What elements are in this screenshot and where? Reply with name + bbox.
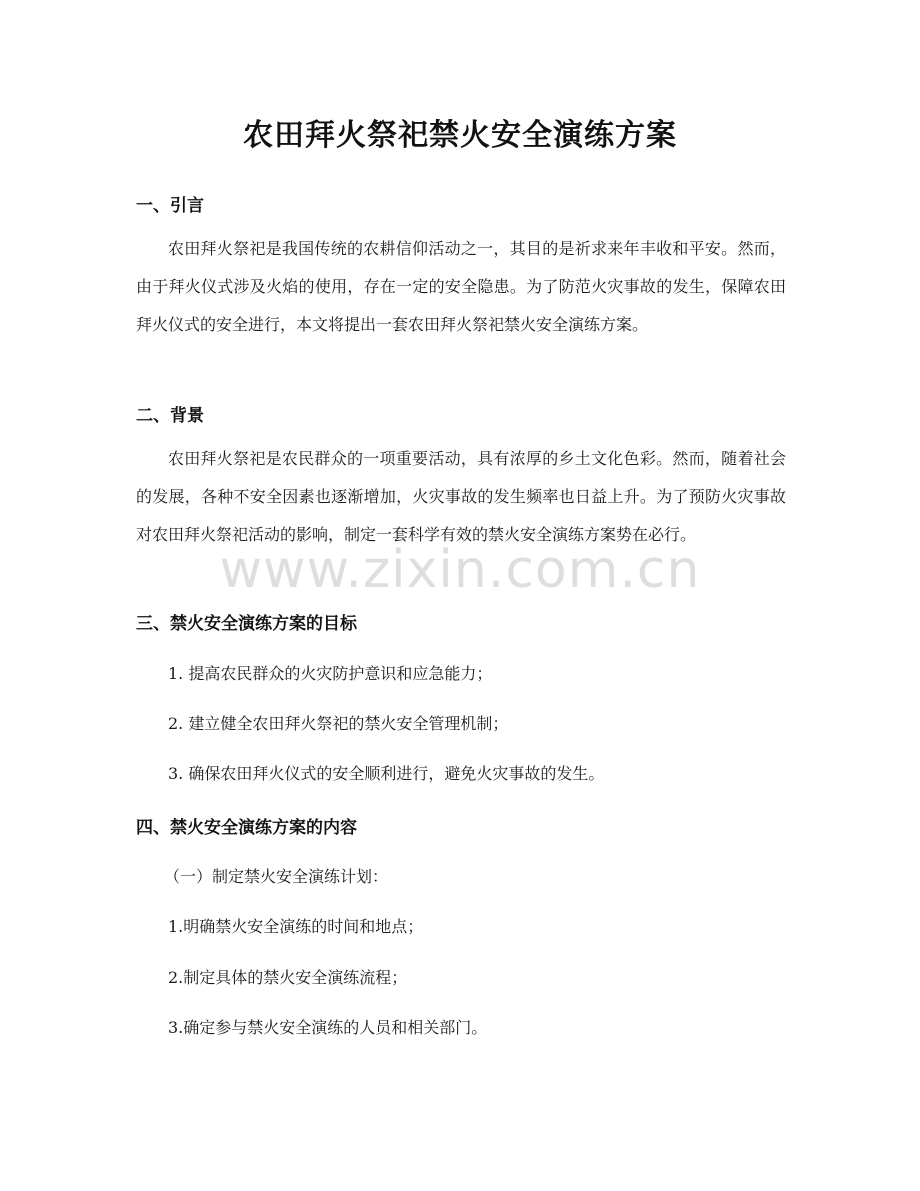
subheading-plan: （一）制定禁火安全演练计划： (164, 867, 389, 886)
section-heading-content: 四、禁火安全演练方案的内容 (136, 818, 357, 838)
paragraph-intro: 农田拜火祭祀是我国传统的农耕信仰活动之一，其目的是祈求来年丰收和平安。然而，由于拜火仪式涉及火焰的使用，存在一定的安全隐患。为了防范火灾事故的发生，保障农田拜火仪式的安全进行，本文将提出一套农田拜火祭祀禁火安全演练方案。 (136, 239, 786, 334)
watermark-text: www.zixin.com.cn (219, 540, 701, 600)
section-heading-intro: 一、引言 (136, 196, 204, 216)
paragraph-background: 农田拜火祭祀是农民群众的一项重要活动，具有浓厚的乡土文化色彩。然而，随着社会的发展，各种不安全因素也逐渐增加，火灾事故的发生频率也日益上升。为了预防火灾事故对农田拜火祭祀活动的影响，制定一套科学有效的禁火安全演练方案势在必行。 (136, 449, 786, 544)
list-item: 3. 确保农田拜火仪式的安全顺利进行，避免火灾事故的发生。 (168, 764, 605, 783)
list-item: 2. 建立健全农田拜火祭祀的禁火安全管理机制； (168, 714, 509, 733)
list-item: 1.明确禁火安全演练的时间和地点； (168, 917, 424, 936)
list-item: 2.制定具体的禁火安全演练流程； (168, 968, 408, 987)
section-heading-background: 二、背景 (136, 406, 204, 426)
document-title: 农田拜火祭祀禁火安全演练方案 (243, 118, 677, 153)
list-item: 3.确定参与禁火安全演练的人员和相关部门。 (168, 1018, 488, 1037)
section-heading-goals: 三、禁火安全演练方案的目标 (136, 614, 357, 634)
list-item: 1. 提高农民群众的火灾防护意识和应急能力； (168, 664, 493, 683)
